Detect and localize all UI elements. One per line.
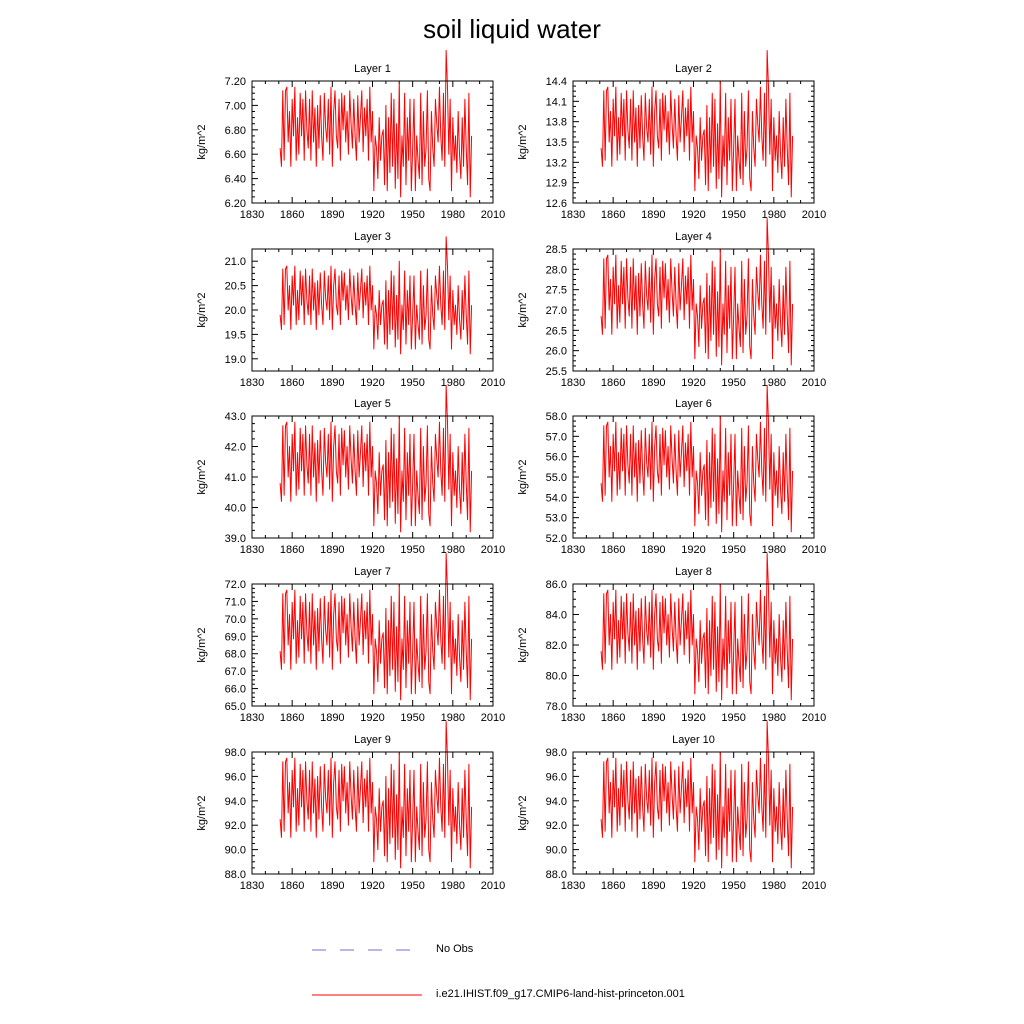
y-tick-label: 88.0 (545, 869, 567, 881)
y-tick-label: 68.0 (224, 648, 246, 661)
chart-title: Layer 5 (354, 398, 391, 410)
y-axis-label: kg/m^2 (196, 292, 208, 328)
chart-title: Layer 2 (675, 63, 712, 75)
y-tick-label: 25.5 (545, 366, 567, 378)
x-tick-label: 2010 (801, 712, 827, 724)
y-axis-label: kg/m^2 (517, 292, 529, 328)
y-tick-label: 6.60 (224, 149, 246, 162)
x-tick-label: 1890 (320, 377, 345, 389)
x-tick-label: 1830 (239, 880, 265, 892)
chart-title: Layer 7 (354, 566, 391, 578)
x-tick-label: 1950 (400, 209, 425, 221)
x-tick-label: 1950 (721, 712, 746, 724)
x-tick-label: 1920 (360, 712, 385, 724)
y-tick-label: 96.0 (545, 771, 567, 784)
y-tick-label: 67.0 (224, 666, 246, 679)
y-tick-label: 13.2 (545, 157, 567, 170)
x-tick-label: 1920 (360, 377, 385, 389)
y-tick-label: 7.20 (224, 76, 246, 88)
y-tick-label: 21.0 (224, 256, 246, 269)
y-tick-label: 84.0 (545, 609, 567, 622)
x-tick-label: 2010 (801, 880, 827, 892)
x-tick-label: 1830 (239, 712, 265, 724)
x-tick-label: 1950 (400, 712, 425, 724)
x-tick-label: 1920 (681, 377, 706, 389)
chart-panel-layer-9 (196, 722, 505, 893)
y-tick-label: 13.8 (545, 116, 567, 129)
x-tick-label: 2010 (480, 712, 506, 724)
x-tick-label: 1860 (279, 377, 305, 389)
y-tick-label: 26.5 (545, 325, 567, 338)
x-tick-label: 1860 (600, 377, 626, 389)
y-tick-label: 71.0 (224, 596, 246, 609)
x-tick-label: 1980 (761, 880, 787, 892)
x-tick-label: 1890 (320, 544, 345, 556)
x-tick-label: 1920 (681, 209, 706, 221)
x-tick-label: 2010 (801, 209, 827, 221)
y-tick-label: 12.9 (545, 177, 567, 190)
y-tick-label: 80.0 (545, 670, 567, 683)
y-axis-label: kg/m^2 (517, 795, 529, 831)
x-tick-label: 1950 (721, 209, 746, 221)
y-tick-label: 66.0 (224, 683, 246, 696)
chart-panel-layer-6 (517, 386, 826, 557)
y-tick-label: 65.0 (224, 701, 246, 713)
x-tick-label: 1980 (761, 377, 787, 389)
y-axis-label: kg/m^2 (196, 795, 208, 831)
y-tick-label: 39.0 (224, 533, 246, 545)
x-tick-label: 1920 (681, 712, 706, 724)
x-tick-label: 1890 (641, 377, 666, 389)
y-tick-label: 94.0 (224, 795, 246, 808)
y-axis-label: kg/m^2 (517, 124, 529, 160)
x-tick-label: 1920 (681, 880, 706, 892)
x-tick-label: 1890 (641, 209, 666, 221)
y-tick-label: 57.0 (545, 431, 567, 444)
y-axis-label: kg/m^2 (196, 459, 208, 495)
chart-panel-layer-10 (517, 722, 826, 893)
y-tick-label: 13.5 (545, 137, 567, 149)
y-tick-label: 19.0 (224, 353, 246, 366)
chart-panel-layer-7 (196, 554, 505, 725)
x-tick-label: 1890 (641, 544, 666, 556)
chart-panel-layer-3 (196, 231, 505, 389)
y-tick-label: 14.4 (545, 76, 567, 88)
x-tick-label: 2010 (480, 544, 506, 556)
x-tick-label: 1980 (761, 209, 787, 221)
legend-label-no-obs: No Obs (436, 943, 474, 955)
x-tick-label: 1890 (320, 209, 345, 221)
x-tick-label: 2010 (480, 377, 506, 389)
y-tick-label: 20.0 (224, 305, 246, 317)
x-tick-label: 1950 (721, 377, 746, 389)
y-tick-label: 96.0 (224, 771, 246, 784)
x-tick-label: 1830 (239, 209, 265, 221)
x-tick-label: 1920 (360, 544, 385, 556)
chart-panel-layer-5 (196, 386, 505, 557)
chart-title: Layer 9 (354, 734, 391, 746)
y-tick-label: 12.6 (545, 198, 567, 210)
y-tick-label: 6.80 (224, 124, 246, 137)
y-tick-label: 43.0 (224, 411, 246, 423)
y-tick-label: 56.0 (545, 451, 567, 464)
x-tick-label: 2010 (480, 880, 506, 892)
y-tick-label: 90.0 (545, 844, 567, 857)
y-tick-label: 55.0 (545, 472, 567, 484)
y-tick-label: 52.0 (545, 533, 567, 545)
x-tick-label: 1860 (600, 209, 626, 221)
y-tick-label: 20.5 (224, 280, 246, 293)
x-tick-label: 2010 (480, 209, 506, 221)
y-tick-label: 72.0 (224, 579, 246, 591)
x-tick-label: 1830 (560, 377, 586, 389)
y-tick-label: 92.0 (545, 820, 567, 833)
x-tick-label: 1830 (239, 377, 265, 389)
y-tick-label: 6.20 (224, 198, 246, 210)
x-tick-label: 1920 (681, 544, 706, 556)
chart-title: Layer 6 (675, 398, 712, 410)
y-tick-label: 70.0 (224, 613, 246, 626)
x-tick-label: 1890 (641, 712, 666, 724)
x-tick-label: 1860 (600, 712, 626, 724)
x-tick-label: 1860 (279, 544, 305, 556)
x-tick-label: 1830 (560, 544, 586, 556)
x-tick-label: 1980 (761, 544, 787, 556)
y-tick-label: 92.0 (224, 820, 246, 833)
y-tick-label: 6.40 (224, 173, 246, 186)
y-tick-label: 19.5 (224, 329, 246, 342)
x-tick-label: 1860 (279, 880, 305, 892)
y-tick-label: 14.1 (545, 96, 567, 109)
y-tick-label: 88.0 (224, 869, 246, 881)
y-axis-label: kg/m^2 (517, 627, 529, 663)
y-tick-label: 28.5 (545, 244, 567, 256)
y-tick-label: 82.0 (545, 640, 567, 652)
y-tick-label: 98.0 (545, 747, 567, 759)
y-tick-label: 86.0 (545, 579, 567, 591)
y-tick-label: 78.0 (545, 701, 567, 713)
x-tick-label: 1830 (239, 544, 265, 556)
x-tick-label: 1980 (761, 712, 787, 724)
y-tick-label: 27.5 (545, 284, 567, 297)
x-tick-label: 1860 (600, 544, 626, 556)
y-tick-label: 26.0 (545, 345, 567, 358)
x-tick-label: 1980 (440, 880, 466, 892)
chart-panel-layer-4 (517, 219, 826, 390)
x-tick-label: 1830 (560, 209, 586, 221)
x-tick-label: 1920 (360, 209, 385, 221)
x-tick-label: 1950 (400, 880, 425, 892)
x-tick-label: 1980 (440, 712, 466, 724)
y-tick-label: 7.00 (224, 100, 246, 113)
x-tick-label: 1890 (320, 712, 345, 724)
x-tick-label: 1860 (279, 712, 305, 724)
y-axis-label: kg/m^2 (196, 627, 208, 663)
chart-title: Layer 4 (675, 231, 712, 243)
x-tick-label: 1980 (440, 544, 466, 556)
chart-title: Layer 8 (675, 566, 712, 578)
x-tick-label: 1980 (440, 209, 466, 221)
y-tick-label: 40.0 (224, 502, 246, 515)
x-tick-label: 1830 (560, 712, 586, 724)
x-tick-label: 1890 (641, 880, 666, 892)
y-tick-label: 27.0 (545, 305, 567, 317)
chart-title: Layer 3 (354, 231, 391, 243)
chart-panel-layer-1 (196, 51, 505, 222)
x-tick-label: 1950 (721, 544, 746, 556)
x-tick-label: 2010 (801, 377, 827, 389)
x-tick-label: 1950 (721, 880, 746, 892)
legend-label-model-run: i.e21.IHIST.f09_g17.CMIP6-land-hist-princeton.001 (436, 988, 685, 1000)
x-tick-label: 1950 (400, 544, 425, 556)
chart-title: Layer 1 (354, 63, 391, 75)
chart-panel-layer-8 (517, 554, 826, 725)
x-tick-label: 1830 (560, 880, 586, 892)
y-tick-label: 94.0 (545, 795, 567, 808)
series-line-model-run (280, 237, 471, 354)
figure-title: soil liquid water (423, 14, 601, 44)
y-tick-label: 69.0 (224, 631, 246, 644)
x-tick-label: 2010 (801, 544, 827, 556)
x-tick-label: 1860 (279, 209, 305, 221)
y-tick-label: 53.0 (545, 512, 567, 525)
y-tick-label: 58.0 (545, 411, 567, 423)
y-axis-label: kg/m^2 (517, 459, 529, 495)
y-tick-label: 28.0 (545, 264, 567, 277)
y-tick-label: 90.0 (224, 844, 246, 857)
chart-panel-layer-2 (517, 51, 826, 222)
x-tick-label: 1890 (320, 880, 345, 892)
x-tick-label: 1860 (600, 880, 626, 892)
chart-title: Layer 10 (672, 734, 715, 746)
x-tick-label: 1920 (360, 880, 385, 892)
y-tick-label: 54.0 (545, 492, 567, 505)
y-tick-label: 41.0 (224, 472, 246, 484)
x-tick-label: 1950 (400, 377, 425, 389)
y-tick-label: 42.0 (224, 441, 246, 454)
y-tick-label: 98.0 (224, 747, 246, 759)
x-tick-label: 1980 (440, 377, 466, 389)
y-axis-label: kg/m^2 (196, 124, 208, 160)
